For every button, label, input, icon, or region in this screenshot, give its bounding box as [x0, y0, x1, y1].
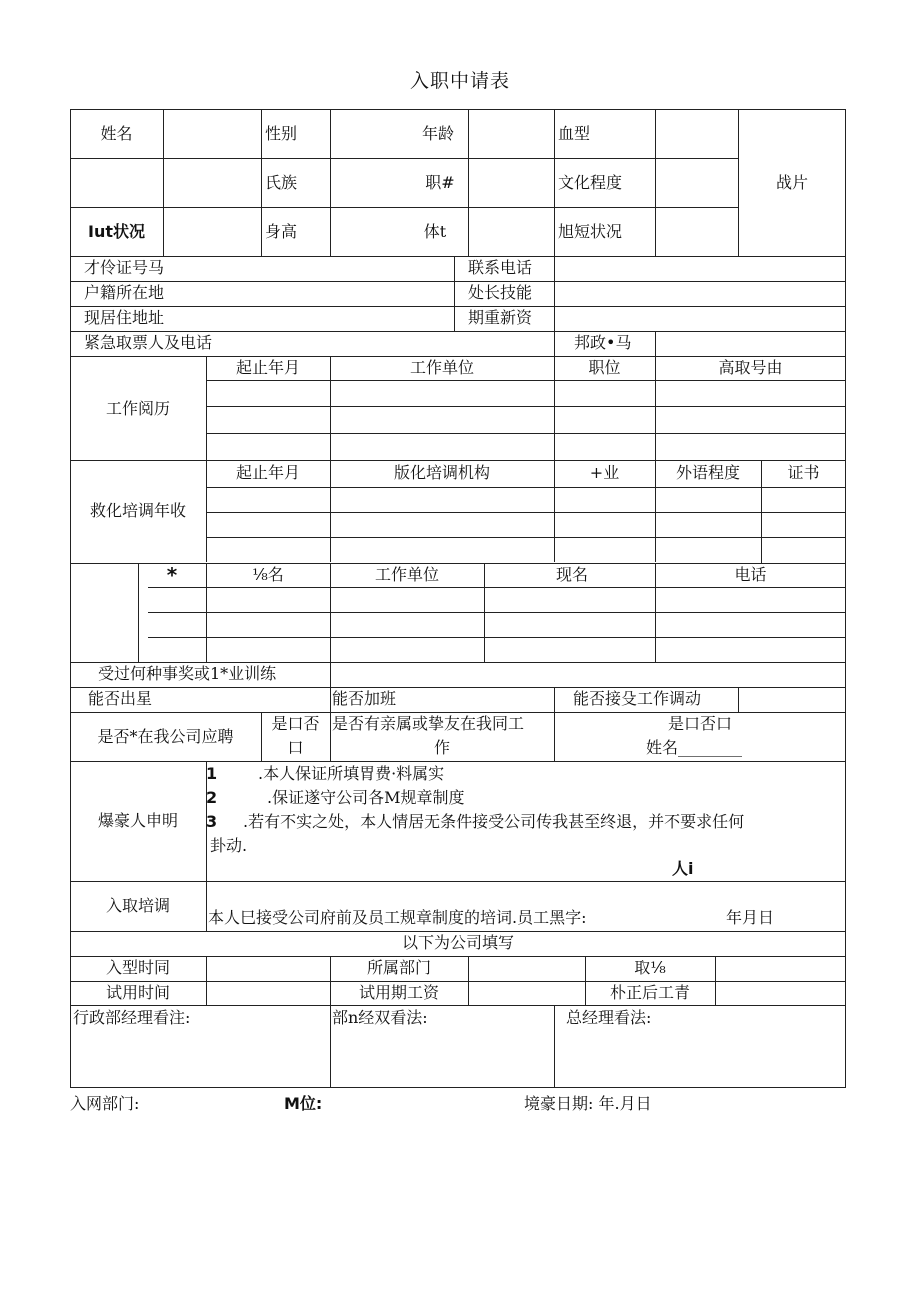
height-label: 身高	[264, 222, 297, 241]
grid-line	[554, 256, 555, 331]
grid-line	[468, 956, 469, 1006]
grid-line	[655, 356, 656, 562]
grid-line	[206, 487, 846, 488]
regular-salary-label: 朴正后工青	[609, 983, 690, 1002]
family-header-position: 现名	[556, 565, 589, 584]
admin-opinion-label: 行政部经理看注:	[73, 1008, 191, 1027]
grid-line	[655, 331, 656, 356]
department-label: 所属部门	[366, 958, 431, 977]
grid-line	[330, 687, 331, 712]
training-date: 年月日	[726, 908, 775, 927]
grid-line	[148, 587, 846, 588]
weight-label: 体t	[423, 222, 447, 241]
grid-line	[70, 881, 846, 882]
grid-line	[70, 109, 846, 110]
probation-time-label: 试用时间	[105, 983, 170, 1002]
family-header-name: ⅛名	[252, 565, 284, 584]
salary-label: 期重新资	[468, 308, 533, 327]
grid-line	[554, 331, 555, 356]
grid-line	[206, 956, 207, 1006]
id-number-label: 才伶证号马	[84, 258, 165, 277]
grid-line	[484, 563, 485, 662]
edu-header-major: +业	[589, 463, 620, 482]
probation-salary-label: 试用期工资	[358, 983, 439, 1002]
declaration-item-1: .本人保证所填胃费·料属实	[258, 764, 445, 783]
blood-type-label: 血型	[557, 124, 590, 143]
footer-date: 境豪日期: 年.月日	[524, 1094, 652, 1113]
work-history-label: 工作阅历	[105, 399, 170, 418]
age-label: 年龄	[421, 124, 454, 143]
grid-line	[70, 281, 846, 282]
grid-line	[70, 687, 846, 688]
edu-header-period: 起止年月	[235, 463, 300, 482]
company-section-header: 以下为公司填写	[401, 933, 514, 952]
applied-options: 是口否	[271, 714, 320, 733]
declaration-item-2: .保证遂守公司各M规章制度	[267, 788, 465, 807]
grid-line	[330, 1005, 331, 1087]
grid-line	[330, 109, 331, 256]
grid-line	[148, 612, 846, 613]
edu-header-institution: 版化培调机构	[393, 463, 490, 482]
grid-line	[206, 537, 846, 538]
grid-line	[330, 662, 331, 687]
gender-label: 性别	[264, 124, 297, 143]
dept-opinion-label: 部n经双看法:	[332, 1008, 428, 1027]
education-history-label: 救化培调年收	[89, 501, 186, 520]
education-label: 文化程度	[558, 173, 623, 192]
grid-line	[70, 1087, 846, 1088]
entry-time-label: 入型时同	[105, 958, 170, 977]
declaration-num-1: 1	[206, 764, 218, 783]
grid-line	[70, 460, 846, 461]
gm-opinion-label: 总经理看法:	[566, 1008, 652, 1027]
grid-line	[70, 1005, 846, 1006]
ethnic-label: 氏族	[264, 173, 297, 192]
form-title: 入职中请表	[409, 70, 510, 92]
grid-line	[70, 207, 738, 208]
relative-options: 是口否口	[667, 714, 732, 733]
grid-line	[206, 406, 846, 407]
position-label: 职#	[425, 173, 455, 192]
family-header-phone: 电话	[734, 565, 767, 584]
grid-line	[554, 687, 555, 712]
marital-label: Iut状况	[88, 222, 145, 241]
grid-line	[163, 109, 164, 256]
training-statement: 本人巳接受公司府前及员工规章制度的培词.员工黑字:	[208, 908, 587, 927]
grid-line	[468, 109, 469, 256]
awards-label: 受过何种事奖或1*业训练	[98, 664, 277, 683]
grid-line	[738, 687, 739, 712]
transfer-label: 能否接殳工作调动	[573, 689, 702, 708]
postcode-label: 邦政•马	[574, 333, 632, 352]
family-mark: *	[166, 563, 178, 587]
relative-label-cont: 作	[433, 738, 450, 757]
phone-label: 联系电话	[468, 258, 533, 277]
declaration-cont: 卦动.	[210, 836, 248, 855]
photo-label: 战片	[775, 173, 808, 192]
grid-line	[554, 1005, 555, 1087]
assigned-position-label: 取⅛	[634, 958, 666, 977]
travel-label: 能否出星	[88, 689, 153, 708]
work-header-position: 职位	[588, 358, 621, 377]
grid-line	[206, 356, 207, 562]
grid-line	[330, 356, 331, 562]
grid-line	[70, 306, 846, 307]
grid-line	[715, 956, 716, 1006]
declaration-label: 爆豪人申明	[97, 811, 178, 830]
grid-line	[554, 356, 555, 562]
declaration-item-3: .若有不实之处，本人情居无条件接受公司传我甚至终退，并不要求任何	[243, 812, 745, 831]
grid-line	[70, 761, 846, 762]
grid-line	[655, 109, 656, 256]
work-header-reason: 高取号由	[718, 358, 783, 377]
grid-line	[70, 158, 738, 159]
family-header-employer: 工作单位	[374, 565, 439, 584]
work-header-period: 起止年月	[235, 358, 300, 377]
grid-line	[206, 380, 846, 381]
address-label: 现居住地址	[84, 308, 165, 327]
name-label: 姓名	[100, 124, 133, 143]
health-label: 旭短状况	[558, 222, 623, 241]
edu-header-certificate: 证书	[787, 463, 820, 482]
emergency-contact-label: 紧急取票人及电话	[84, 333, 213, 352]
grid-line	[206, 433, 846, 434]
relative-name-field: 姓名________	[646, 738, 743, 757]
grid-line	[70, 256, 846, 257]
edu-header-language: 外语程度	[675, 463, 740, 482]
skills-label: 处长技能	[468, 283, 533, 302]
declaration-num-2: 2	[206, 788, 218, 807]
work-header-employer: 工作单位	[409, 358, 474, 377]
relative-label: 是否有亲属或挚友在我同工	[332, 714, 525, 733]
grid-line	[454, 256, 455, 331]
footer-position: M位:	[284, 1094, 323, 1113]
grid-line	[206, 512, 846, 513]
declaration-num-3: 3	[206, 812, 218, 831]
overtime-label: 能否加班	[332, 689, 397, 708]
signature-field: 人i	[672, 859, 694, 878]
applied-options-cont: 口	[287, 738, 304, 757]
footer-department: 入网部门:	[70, 1094, 140, 1113]
training-label: 入取培调	[105, 896, 170, 915]
application-form-table	[70, 109, 846, 1088]
grid-line	[148, 637, 846, 638]
hukou-label: 户籍所在地	[84, 283, 165, 302]
applied-before-label: 是否*在我公司应聘	[97, 727, 234, 746]
